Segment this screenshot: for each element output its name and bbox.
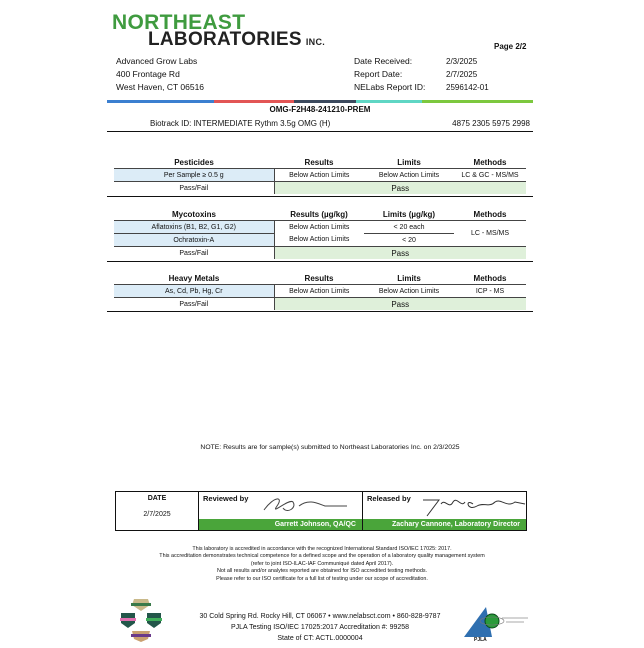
pjla-label: PJLA (474, 637, 487, 643)
passfail-label: Pass/Fail (114, 247, 274, 260)
date-received-label: Date Received: (354, 56, 413, 66)
table-header-row (114, 157, 526, 169)
col-header: Limits (364, 157, 454, 169)
divider-segment (294, 100, 356, 103)
signature-block (115, 491, 527, 531)
passfail-row (114, 298, 526, 311)
limit-cell: Below Action Limits (378, 171, 440, 179)
pjla-triangle-icon (462, 603, 532, 643)
footer-accreditation: PJLA Testing ISO/IEC 17025:2017 Accreditation #: 99258 (230, 624, 410, 631)
color-divider (107, 100, 533, 103)
divider-segment (422, 100, 533, 103)
results-note: NOTE: Results are for sample(s) submitted to Northeast Laboratories Inc. on 2/3/2025 (200, 444, 460, 451)
client-name: Advanced Grow Labs (116, 56, 198, 66)
logo-inc: INC. (305, 37, 326, 47)
accreditation-line: Please refer to our ISO certificate for a full list of testing under our scope of accreditation. (216, 575, 428, 582)
result-cell: Below Action Limits (289, 236, 350, 244)
client-street: 400 Frontage Rd (116, 69, 180, 79)
date-label: DATE (147, 495, 167, 502)
footer-address: 30 Cold Spring Rd. Rocky Hill, CT 06067 • www.nelabsct.com • 860-828-9787 (199, 613, 441, 620)
biotrack-value: INTERMEDIATE Rythm 3.5g OMG (H) (193, 119, 331, 128)
reviewer-signature-icon (259, 494, 349, 516)
report-id-value: 2596142-01 (446, 83, 489, 92)
biotrack-label: Biotrack ID: (150, 119, 192, 128)
col-header: Methods (454, 209, 526, 221)
logo-northeast: NORTHEAST (112, 11, 246, 34)
heavy-metals-table (114, 273, 526, 310)
passfail-row (114, 247, 526, 260)
analyte-cell: Aflatoxins (B1, B2, G1, G2) (114, 221, 274, 234)
col-header: Mycotoxins (114, 209, 274, 221)
mycotoxins-table (114, 209, 526, 259)
page-number: Page 2/2 (494, 42, 527, 51)
accreditation-line: This accreditation demonstrates technical competence for a defined scope and the operation of a laboratory quality management system (159, 553, 485, 560)
col-header: Heavy Metals (114, 273, 274, 285)
logo-laboratories (148, 30, 325, 52)
divider-segment (107, 100, 214, 103)
method-cell: ICP - MS (475, 287, 505, 295)
limit-cell: < 20 (402, 236, 416, 244)
table-row (114, 285, 526, 298)
biotrack-number: 4875 2305 5975 2998 (452, 119, 530, 128)
report-meta-labels (354, 55, 425, 94)
table-row (114, 221, 526, 234)
pjla-logo (462, 603, 532, 643)
limit-cell: < 20 each (364, 221, 454, 234)
accreditation-line: (refer to joint ISO-ILAC-IAF Communiqué dated April 2017). (250, 560, 394, 567)
col-header: Limits (364, 273, 454, 285)
col-header: Results (µg/kg) (274, 209, 364, 221)
section-rule (107, 311, 533, 312)
footer-contact (170, 611, 470, 644)
released-cell (362, 492, 526, 530)
col-header: Pesticides (114, 157, 274, 169)
col-header: Methods (454, 273, 526, 285)
result-cell: Below Action Limits (289, 223, 350, 231)
report-id-label: NELabs Report ID: (354, 82, 426, 92)
client-address (116, 55, 204, 94)
date-cell (116, 492, 199, 530)
analyte-cell: As, Cd, Pb, Hg, Cr (114, 285, 274, 298)
date-value: 2/7/2025 (143, 511, 171, 518)
method-cell: LC - MS/MS (454, 221, 526, 247)
certification-badges-icon (118, 597, 164, 643)
col-header: Methods (454, 157, 526, 169)
section-rule (107, 196, 533, 197)
section-rule (107, 261, 533, 262)
passfail-value: Pass (274, 247, 526, 260)
report-date-label: Report Date: (354, 69, 403, 79)
reviewed-label: Reviewed by (203, 494, 249, 503)
footer-state-license: State of CT: ACTL.0000004 (277, 635, 363, 642)
limit-cell: Below Action Limits (378, 287, 440, 295)
passfail-label: Pass/Fail (114, 298, 274, 311)
table-row (114, 169, 526, 182)
passfail-value: Pass (274, 298, 526, 311)
released-label: Released by (367, 494, 411, 503)
logo-laboratories-text: LABORATORIES (148, 29, 302, 50)
biotrack-id (150, 119, 330, 128)
reviewer-name: Garrett Johnson, QA/QC (199, 519, 362, 530)
table-header-row (114, 273, 526, 285)
date-received-value: 2/3/2025 (446, 57, 478, 66)
accreditation-line: This laboratory is accredited in accordance with the recognized International Standard ISO/IEC 17025: 2017. (192, 546, 452, 552)
result-cell: Below Action Limits (289, 287, 350, 295)
passfail-row (114, 182, 526, 195)
report-date-value: 2/7/2025 (446, 70, 478, 79)
table-header-row (114, 209, 526, 221)
accreditation-statement (100, 546, 544, 583)
divider-segment (214, 100, 295, 103)
passfail-label: Pass/Fail (114, 182, 274, 195)
col-header: Results (274, 273, 364, 285)
passfail-value: Pass (274, 182, 526, 195)
reviewed-cell (199, 492, 362, 530)
sample-id: OMG-F2H48-241210-PREM (269, 105, 371, 114)
accreditation-line: Not all results and/or analytes reported are obtained for ISO accredited testing methods. (216, 568, 428, 575)
releaser-name: Zachary Cannone, Laboratory Director (363, 519, 526, 530)
section-rule (107, 131, 533, 132)
report-meta-values (446, 55, 489, 94)
method-cell: LC & GC - MS/MS (461, 171, 519, 179)
analyte-cell: Ochratoxin-A (114, 234, 274, 247)
col-header: Results (274, 157, 364, 169)
pesticides-table (114, 157, 526, 194)
client-city: West Haven, CT 06516 (116, 82, 205, 92)
result-cell: Below Action Limits (289, 171, 350, 179)
col-header: Limits (µg/kg) (364, 209, 454, 221)
analyte-cell: Per Sample ≥ 0.5 g (114, 169, 274, 182)
divider-segment (356, 100, 422, 103)
